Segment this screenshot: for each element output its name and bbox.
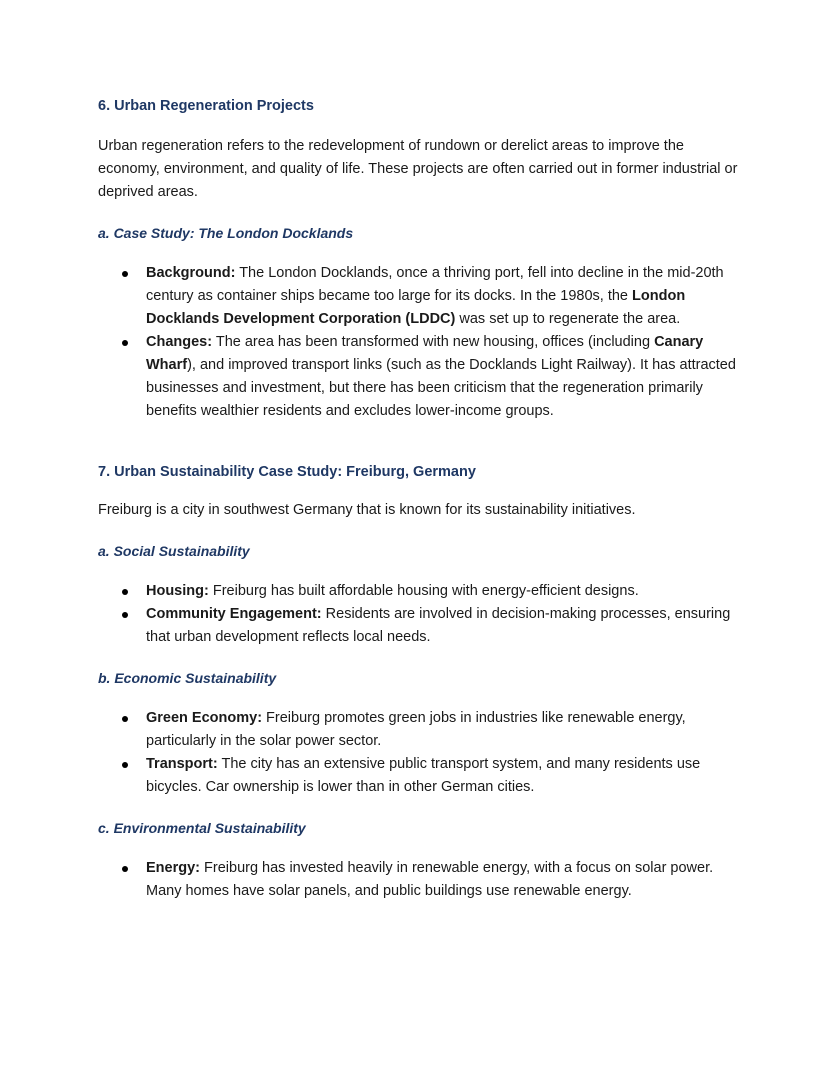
bullet-icon	[122, 866, 128, 872]
list-item	[98, 331, 738, 423]
item-label: Housing:	[146, 583, 209, 599]
bullet-icon	[122, 612, 128, 618]
section-7-heading: 7. Urban Sustainability Case Study: Freiburg, Germany	[98, 464, 476, 480]
section-7a-heading: a. Social Sustainability	[98, 543, 250, 559]
section-7c-list	[98, 857, 738, 903]
section-7c-heading: c. Environmental Sustainability	[98, 820, 306, 836]
item-text: Freiburg promotes green jobs in industries like renewable energy, particularly in the solar power sector.	[146, 710, 686, 749]
item-label: Transport:	[146, 756, 218, 772]
item-bold-text: London Docklands Development Corporation (LDDC)	[146, 288, 686, 327]
section-6a-list	[98, 262, 738, 423]
document-page	[98, 98, 738, 903]
bullet-icon	[122, 716, 128, 722]
list-item	[98, 857, 738, 903]
item-text: The area has been transformed with new housing, offices (including	[212, 334, 655, 350]
item-text: Freiburg has built affordable housing with energy-efficient designs.	[208, 583, 639, 599]
item-label: Changes:	[146, 334, 213, 350]
item-label: Community Engagement:	[146, 606, 322, 622]
list-item	[98, 753, 738, 799]
item-label: Background:	[146, 265, 236, 281]
bullet-icon	[122, 271, 128, 277]
item-text: Freiburg has invested heavily in renewable energy, with a focus on solar power. Many homes have solar panels, and public buildings use renewable energy.	[146, 860, 714, 899]
section-6-heading: 6. Urban Regeneration Projects	[98, 98, 314, 114]
item-label: Energy:	[146, 860, 200, 876]
section-6-intro: Urban regeneration refers to the redevelopment of rundown or derelict areas to improve the economy, environment, and quality of life. These projects are often carried out in former industrial or deprived areas.	[98, 138, 738, 200]
item-label: Green Economy:	[146, 710, 263, 726]
item-text: was set up to regenerate the area.	[455, 311, 681, 327]
bullet-icon	[122, 589, 128, 595]
section-6a-heading: a. Case Study: The London Docklands	[98, 225, 354, 241]
list-item	[98, 262, 738, 331]
section-7b-heading: b. Economic Sustainability	[98, 670, 277, 686]
section-7b-list	[98, 707, 738, 799]
item-text: The city has an extensive public transport system, and many residents use bicycles. Car ownership is lower than in other German cities.	[146, 756, 701, 795]
list-item	[98, 603, 738, 649]
bullet-icon	[122, 762, 128, 768]
section-7a-list	[98, 580, 738, 649]
section-7-intro: Freiburg is a city in southwest Germany that is known for its sustainability initiatives.	[98, 502, 636, 518]
bullet-icon	[122, 340, 128, 346]
item-text: ), and improved transport links (such as the Docklands Light Railway). It has attracted businesses and investment, but there has been criticism that the regeneration primarily benefits wealthier residents and excludes lower-income groups.	[146, 357, 736, 419]
item-text: The London Docklands, once a thriving port, fell into decline in the mid-20th century as container ships became too large for its docks. In the 1980s, the	[146, 265, 724, 304]
item-text: Residents are involved in decision-making processes, ensuring that urban development reflects local needs.	[146, 606, 731, 645]
item-bold-text: Canary Wharf	[146, 334, 704, 373]
list-item	[98, 707, 738, 753]
list-item	[98, 580, 738, 603]
